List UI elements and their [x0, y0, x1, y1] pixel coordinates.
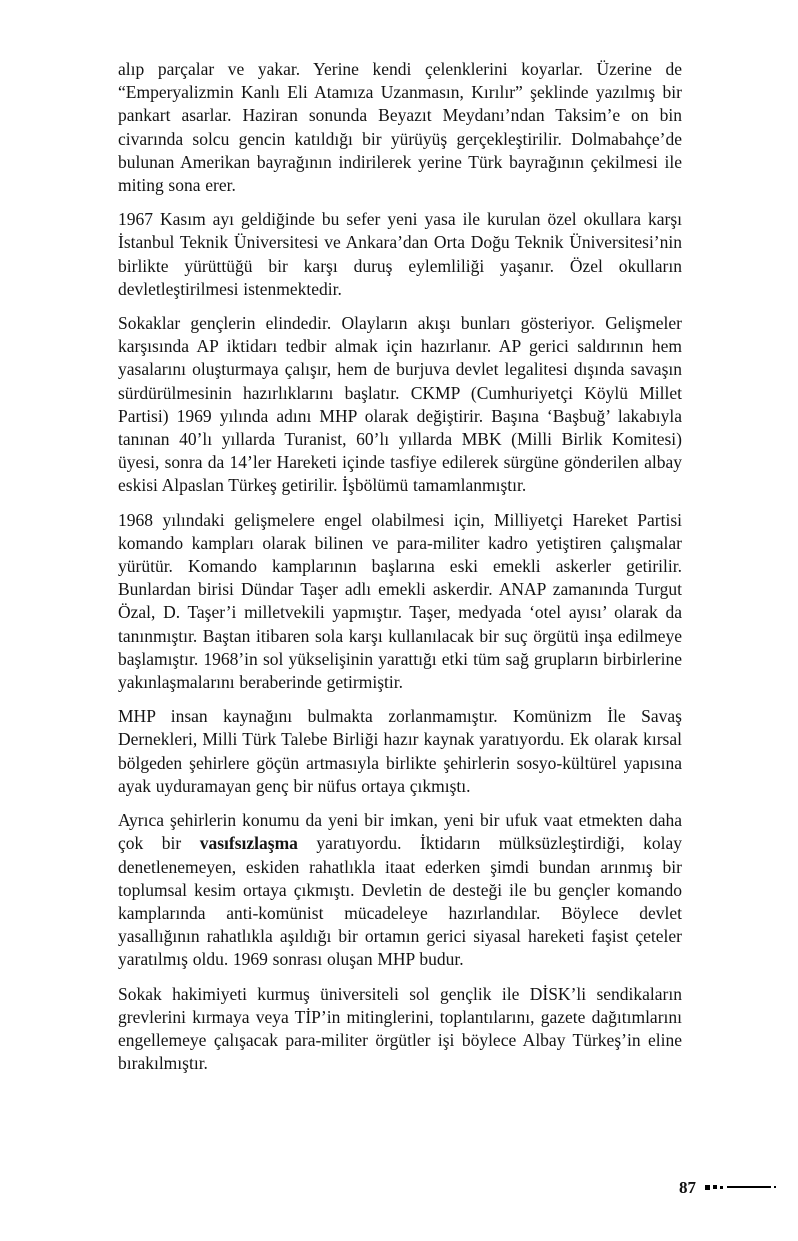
- text-segment: Sokaklar gençlerin elindedir. Olayların akışı bunları gösteriyor. Gelişmeler karşısında AP iktidarı tedbir almak için hazırlanır. AP gerici saldırının hem yasalarını oluşturmaya çalışır, hem de burjuva devlet legalitesi dışında savaşın sürdürülmesinin hazırlıklarını başlatır. CKMP (Cumhuriyetçi Köylü Millet Partisi) 1969 yılında adını MHP olarak değiştirir. Başına ‘Başbuğ’ lakabıyla tanınan 40’lı yıllarda Turanist, 60’lı yıllarda MBK (Milli Birlik Komitesi) üyesi, sonra da 14’ler Hareketi içinde tasfiye edilerek sürgüne gönderilen albay eskisi Alpaslan Türkeş getirilir. İşbölümü tamamlanmıştır.: [118, 313, 682, 496]
- square-icon: [713, 1185, 717, 1189]
- paragraph: [118, 58, 682, 197]
- rule-line: [727, 1186, 771, 1188]
- footer-ornament-icon: [702, 1185, 776, 1190]
- text-segment: MHP insan kaynağını bulmakta zorlanmamıştır. Komünizm İle Savaş Dernekleri, Milli Türk Talebe Birliği hazır kaynak yaratıyordu. Ek olarak kırsal bölgeden şehirlere göçün artmasıyla birlikte şehirlerin sosyo-kültürel yapısına ayak uyduramayan genç bir nüfus ortaya çıkmıştı.: [118, 706, 682, 796]
- bold-term: vasıfsızlaşma: [199, 833, 298, 854]
- text-segment: 1968 yılındaki gelişmelere engel olabilmesi için, Milliyetçi Hareket Partisi komando kampları olarak bilinen ve para-militer kadro yetiştiren çalışmalar yürütür. Komando kamplarının başlarına eski emekli askerler getirilir. Bunlardan birisi Dündar Taşer adlı emekli askerdir. ANAP zamanında Turgut Özal, D. Taşer’i milletvekili yapmıştır. Taşer, medyada ‘otel ayısı’ olarak da tanınmıştır. Baştan itibaren sola karşı kullanılacak bir suç örgütü inşa edilmeye başlamıştır. 1968’in sol yükselişinin yarattığı etki tüm sağ grupların birbirlerine yakınlaşmalarını beraberinde getirmiştir.: [118, 509, 682, 693]
- paragraph: [118, 509, 682, 695]
- page-footer: [679, 1178, 776, 1196]
- page-number: 87: [679, 1177, 696, 1197]
- text-segment: Ayrıca şehirlerin konumu da yeni bir imkan, yeni bir ufuk vaat etmekten daha çok bir: [118, 810, 682, 854]
- paragraph: [118, 983, 682, 1076]
- paragraph: [118, 312, 682, 498]
- paragraph: [118, 208, 682, 301]
- page-text: [118, 58, 682, 1086]
- text-segment: alıp parçalar ve yakar. Yerine kendi çelenklerini koyarlar. Üzerine de “Emperyalizmin Kanlı Eli Atamıza Uzanmasın, Kırılır” şeklinde yazılmış bir pankart asarlar. Haziran sonunda Beyazıt Meydanı’ndan Taksim’e on bin civarında solcu gencin katıldığı bir yürüyüş gerçekleştirilir. Dolmabahçe’de bulunan Amerikan bayrağının indirilerek yerine Türk bayrağının çekilmesi ile miting sona erer.: [118, 59, 682, 196]
- square-icon: [720, 1186, 723, 1189]
- text-segment: Sokak hakimiyeti kurmuş üniversiteli sol gençlik ile DİSK’li sendikaların grevlerini kırmaya veya TİP’in mitinglerini, toplantılarını, gazete dağıtımlarını engellemeye çalışacak para-militer örgütler işi böylece Albay Türkeş’in eline bırakılmıştır.: [118, 983, 682, 1074]
- paragraph: [118, 705, 682, 798]
- square-icon: [705, 1185, 710, 1190]
- text-segment: yaratıyordu. İktidarın mülksüzleştirdiği, kolay denetlenemeyen, eskiden rahatlıkla itaat ederken şimdi bundan arınmış bir toplumsal kesim ortaya çıkmıştı. Devletin de desteği ile bu gençler komando kamplarında anti-komünist mücadeleye hazırlandılar. Böylece devlet yasallığının rahatlıkla aşıldığı bir ortamın gerici siyasal hareketi faşist çeteler yaratılmış oldu. 1969 sonrası oluşan MHP budur.: [118, 833, 682, 970]
- text-segment: 1967 Kasım ayı geldiğinde bu sefer yeni yasa ile kurulan özel okullara karşı İstanbul Teknik Üniversitesi ve Ankara’dan Orta Doğu Teknik Üniversitesi’nin birlikte yürüttüğü bir karşı duruş eylemliliği yaşanır. Özel okulların devletleştirilmesi istenmektedir.: [118, 209, 682, 299]
- paragraph: [118, 809, 682, 971]
- dot-icon: [774, 1186, 776, 1188]
